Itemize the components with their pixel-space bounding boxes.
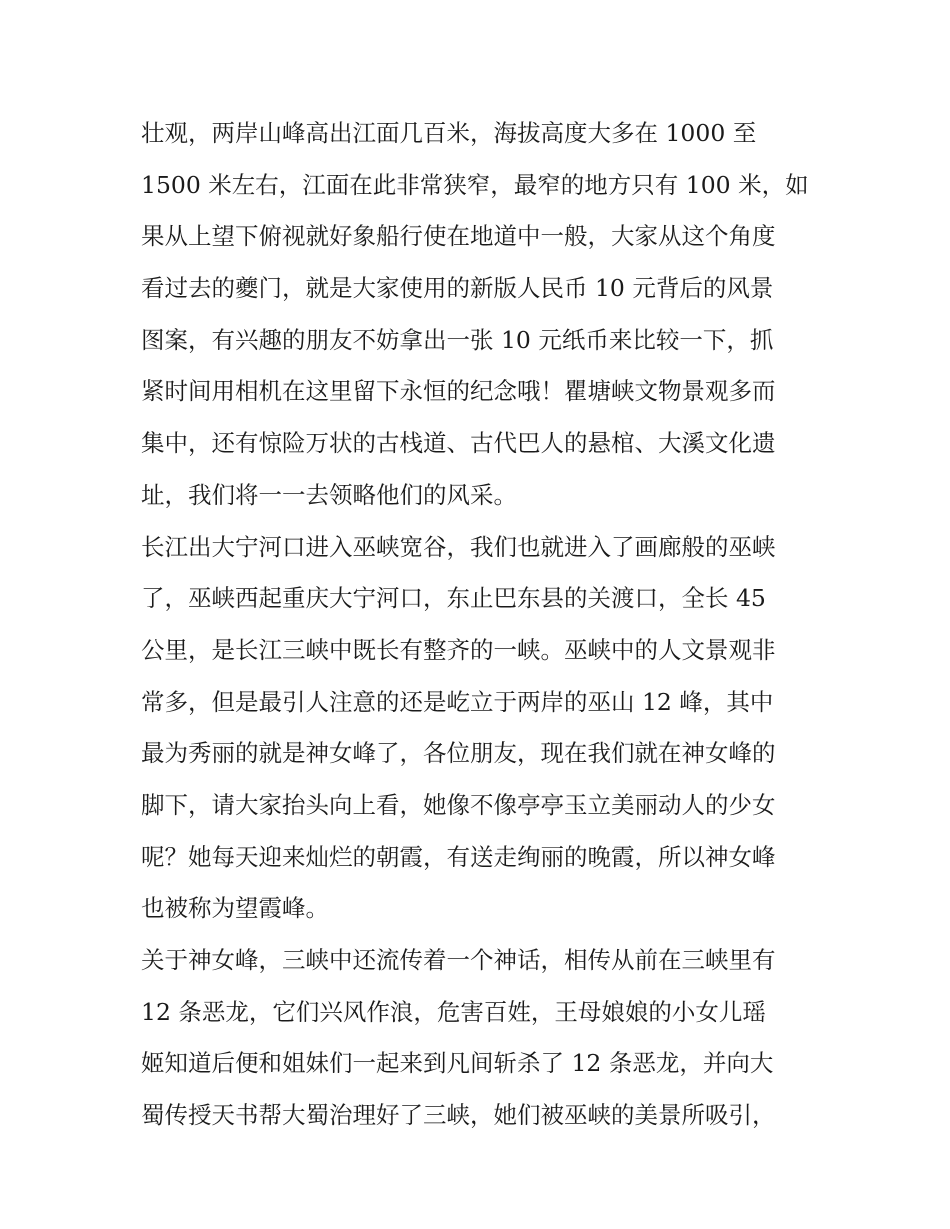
text-line: 蜀传授天书帮大蜀治理好了三峡，她们被巫峡的美景所吸引， <box>141 1101 776 1130</box>
text-line: 长江出大宁河口进入巫峡宽谷，我们也就进入了画廊般的巫峡 <box>141 532 776 561</box>
text-line: 壮观，两岸山峰高出江面几百米，海拔高度大多在 1000 至 <box>141 119 757 147</box>
text-line: 公里，是长江三峡中既长有整齐的一峡。巫峡中的人文景观非 <box>141 635 776 664</box>
text-line: 1500 米左右，江面在此非常狭窄，最窄的地方只有 100 米，如 <box>141 170 809 199</box>
text-line: 关于神女峰，三峡中还流传着一个神话，相传从前在三峡里有 <box>141 946 776 974</box>
text-line: 集中，还有惊险万状的古栈道、古代巴人的悬棺、大溪文化遗 <box>141 429 776 458</box>
text-line: 也被称为望霞峰。 <box>141 894 329 923</box>
text-line: 常多，但是最引人注意的还是屹立于两岸的巫山 12 峰，其中 <box>141 687 774 716</box>
text-line: 紧时间用相机在这里留下永恒的纪念哦！瞿塘峡文物景观多而 <box>141 377 776 406</box>
text-line: 12 条恶龙，它们兴风作浪，危害百姓，王母娘娘的小女儿瑶 <box>141 997 766 1026</box>
text-line: 了，巫峡西起重庆大宁河口，东止巴东县的关渡口，全长 45 <box>141 584 766 613</box>
text-line: 呢？她每天迎来灿烂的朝霞，有送走绚丽的晚霞，所以神女峰 <box>141 842 776 871</box>
text-line: 脚下，请大家抬头向上看，她像不像亭亭玉立美丽动人的少女 <box>141 790 776 819</box>
text-line: 看过去的夔门，就是大家使用的新版人民币 10 元背后的风景 <box>141 274 774 303</box>
body-text <box>141 108 821 1142</box>
text-line: 果从上望下俯视就好象船行使在地道中一般，大家从这个角度 <box>141 222 776 251</box>
text-line: 址，我们将一一去领略他们的风采。 <box>141 480 517 509</box>
text-line: 图案，有兴趣的朋友不妨拿出一张 10 元纸币来比较一下，抓 <box>141 325 774 354</box>
text-line: 姬知道后便和姐妹们一起来到凡间斩杀了 12 条恶龙，并向大 <box>141 1049 774 1078</box>
text-line: 最为秀丽的就是神女峰了，各位朋友，现在我们就在神女峰的 <box>141 739 776 768</box>
